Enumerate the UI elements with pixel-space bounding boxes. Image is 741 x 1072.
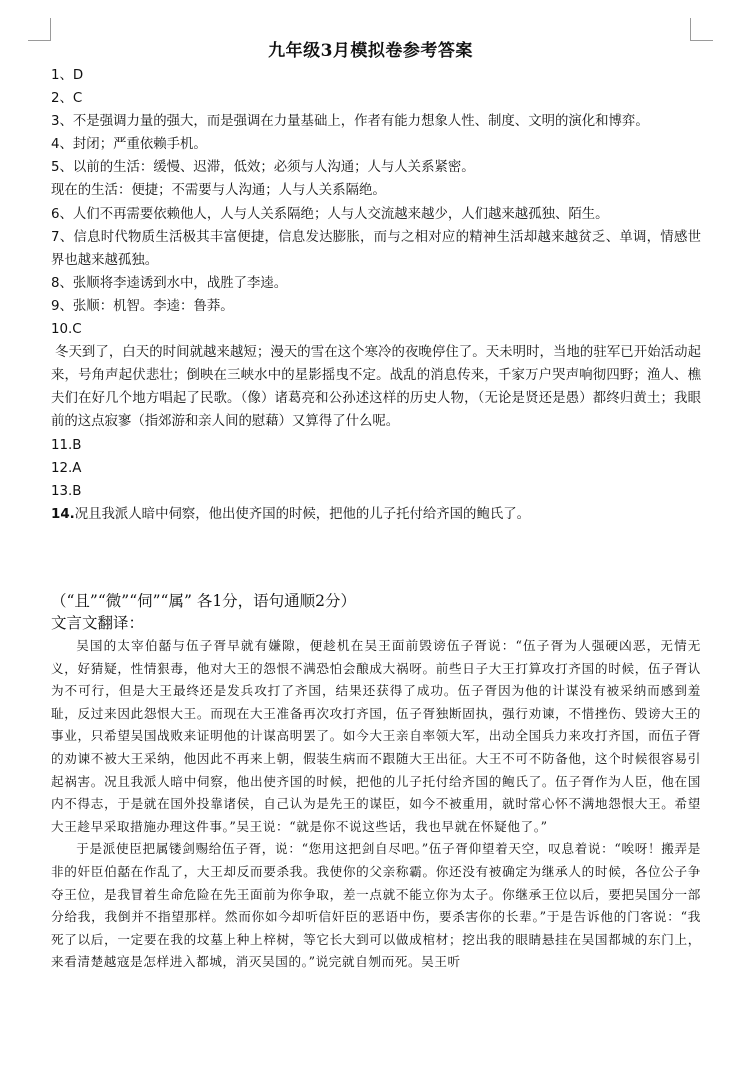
answer-14 bbox=[51, 503, 701, 526]
answer-9: 9、张顺：机智。李逵：鲁莽。 bbox=[51, 298, 234, 314]
translation-heading: 文言文翻译： bbox=[51, 614, 145, 632]
answer-6: 6、人们不再需要依赖他人，人与人关系隔绝；人与人交流越来越少，人们越来越孤独、陌生。 bbox=[51, 206, 609, 222]
translation-paragraph-1: 吴国的太宰伯嚭与伍子胥早就有嫌隙，便趁机在吴王面前毁谤伍子胥说：“伍子胥为人强硬凶恶，无情无义，好猜疑，性情狠毒，他对大王的怨恨不满恐怕会酿成大祸呀。前些日子大王打算攻打齐国的时候，伍子胥认为不可行，但是大王最终还是发兵攻打了齐国，结果还获得了成功。伍子胥因为他的计谋没有被采纳而感到羞耻，反过来因此怨恨大王。而现在大王准备再次攻打齐国，伍子胥独断固执，强行劝谏，不惜挫伤、毁谤大王的事业，只希望吴国战败来证明他的计谋高明罢了。如今大王亲自率领大军，出动全国兵力来攻打齐国，而伍子胥的劝谏不被大王采纳，他因此不再来上朝，假装生病而不跟随大王出征。大王不可不防备他，这个时候很容易引起祸害。况且我派人暗中伺察，他出使齐国的时候，把他的儿子托付给齐国的鲍氏了。伍子胥作为人臣，他在国内不得志，于是就在国外投靠诸侯，自己认为是先王的谋臣，如今不被重用，就时常心怀不满地怨恨大王。希望大王趁早采取措施办理这件事。”吴王说：“就是你不说这些话，我也早就在怀疑他了。” bbox=[51, 638, 701, 834]
grading-note: （“且”“微”“伺”“属” 各1分，语句通顺2分） bbox=[51, 592, 357, 610]
page-title: 九年级3月模拟卷参考答案 bbox=[268, 41, 473, 61]
answer-13: 13.B bbox=[51, 483, 82, 499]
answer-12: 12.A bbox=[51, 460, 82, 476]
answer-list bbox=[51, 64, 701, 526]
answer-5-current-life: 现在的生活：便捷；不需要与人沟通；人与人关系隔绝。 bbox=[51, 183, 386, 199]
answer-3: 3、不是强调力量的强大，而是强调在力量基础上，作者有能力想象人性、制度、文明的演化和博弈。 bbox=[51, 114, 649, 130]
answer-10: 10.C bbox=[51, 322, 82, 338]
answer-1: 1、D bbox=[51, 68, 84, 83]
answer-10-translation: 冬天到了，白天的时间就越来越短；漫天的雪在这个寒冷的夜晚停住了。天未明时，当地的驻军已开始活动起来，号角声起伏悲壮；倒映在三峡水中的星影摇曳不定。战乱的消息传来，千家万户哭声响彻四野；渔人、樵夫们在好几个地方唱起了民歌。（像）诸葛亮和公孙述这样的历史人物，（无论是贤还是愚）都终归黄土；我眼前的这点寂寥（指郊游和亲人间的慰藉）又算得了什么呢。 bbox=[51, 345, 701, 430]
answer-5-previous-life: 5、以前的生活：缓慢、迟滞，低效；必须与人沟通；人与人关系紧密。 bbox=[51, 160, 475, 176]
classical-translation bbox=[51, 635, 701, 974]
answer-7: 7、信息时代物质生活极其丰富便捷，信息发达膨胀，而与之相对应的精神生活却越来越贫乏、单调，情感世界也越来越孤独。 bbox=[51, 229, 701, 268]
answer-2: 2、C bbox=[51, 91, 83, 107]
answer-14-number: 14. bbox=[51, 506, 75, 522]
answer-4: 4、封闭；严重依赖手机。 bbox=[51, 137, 207, 153]
translation-paragraph-2: 于是派使臣把属镂剑赐给伍子胥，说：“您用这把剑自尽吧。”伍子胥仰望着天空，叹息着说：“唉呀！搬弄是非的奸臣伯嚭在作乱了，大王却反而要杀我。我使你的父亲称霸。你还没有被确定为继承人的时候，各位公子争夺王位，是我冒着生命危险在先王面前为你争取，差一点就不能立你为太子。你继承王位以后，要把吴国分一部分给我，我倒并不指望那样。然而你如今却听信奸臣的恶语中伤，要杀害你的长辈。”于是告诉他的门客说：“我死了以后，一定要在我的坟墓上种上梓树，等它长大到可以做成棺材；挖出我的眼睛悬挂在吴国都城的东门上，来看清楚越寇是怎样进入都城，消灭吴国的。”说完就自刎而死。吴王听 bbox=[51, 841, 701, 970]
answer-14-text: 况且我派人暗中伺察，他出使齐国的时候，把他的儿子托付给齐国的鲍氏了。 bbox=[74, 506, 531, 522]
answer-8: 8、张顺将李逵诱到水中，战胜了李逵。 bbox=[51, 275, 288, 291]
answer-11: 11.B bbox=[51, 437, 82, 453]
